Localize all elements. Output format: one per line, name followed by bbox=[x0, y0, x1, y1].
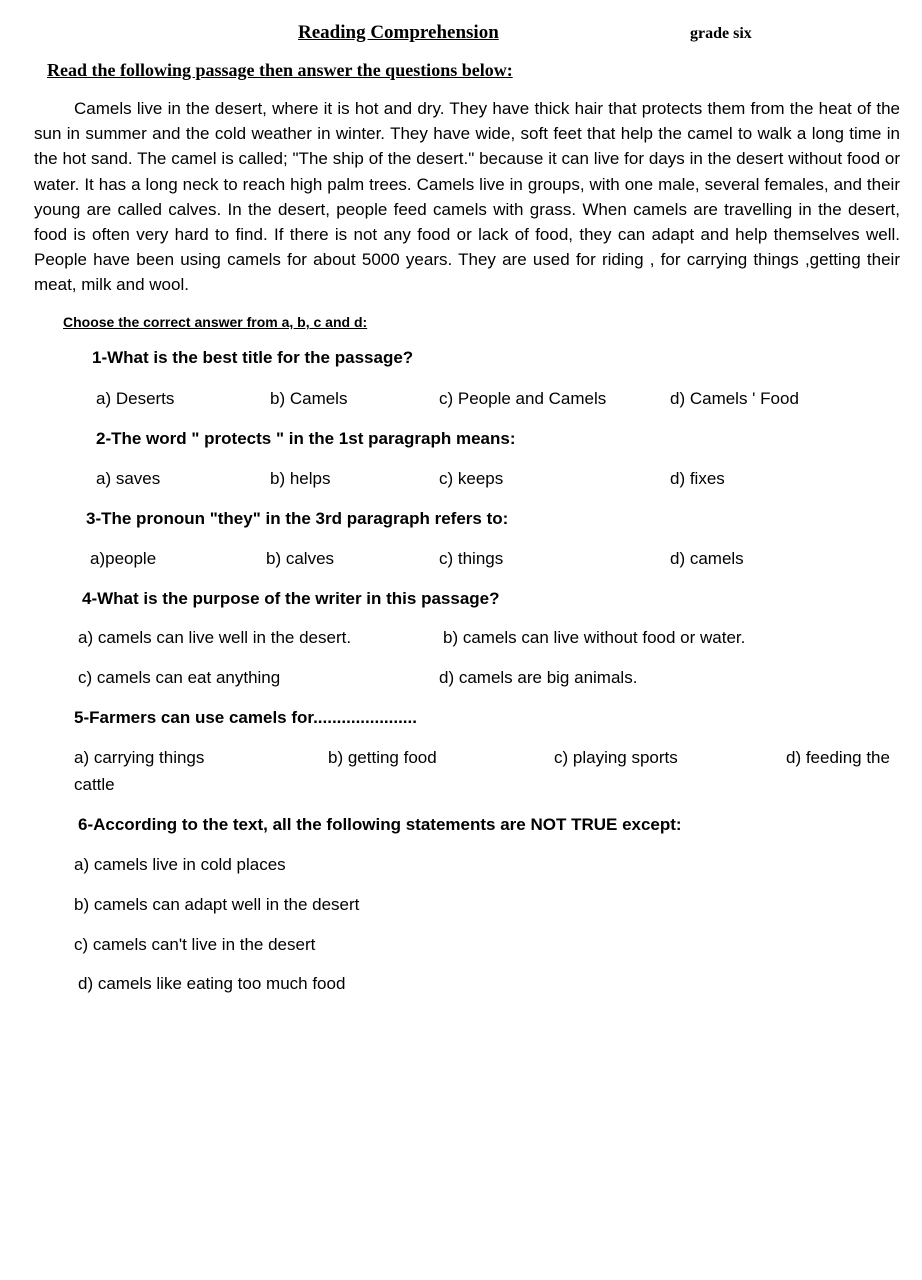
choose-instruction: Choose the correct answer from a, b, c and d: bbox=[63, 314, 368, 330]
question-4-option-d: d) camels are big animals. bbox=[439, 668, 638, 687]
question-2-option-b: b) helps bbox=[270, 469, 331, 488]
question-1: 1-What is the best title for the passage? bbox=[92, 348, 414, 367]
question-3-option-b: b) calves bbox=[266, 549, 335, 568]
question-1-option-a: a) Deserts bbox=[96, 389, 175, 408]
question-1-option-d: d) Camels ' Food bbox=[670, 389, 799, 408]
grade-label: grade six bbox=[690, 25, 752, 42]
passage-instruction: Read the following passage then answer the questions below: bbox=[47, 60, 513, 80]
question-4: 4-What is the purpose of the writer in this passage? bbox=[82, 589, 500, 608]
question-2-option-d: d) fixes bbox=[670, 469, 725, 488]
question-6-option-a: a) camels live in cold places bbox=[74, 855, 286, 874]
question-2-option-a: a) saves bbox=[96, 469, 161, 488]
question-2-option-c: c) keeps bbox=[439, 469, 504, 488]
page-title: Reading Comprehension bbox=[298, 22, 499, 43]
question-4-option-b: b) camels can live without food or water. bbox=[443, 628, 746, 647]
question-3: 3-The pronoun "they" in the 3rd paragraph refers to: bbox=[86, 509, 509, 528]
question-4-option-a: a) camels can live well in the desert. bbox=[78, 628, 352, 647]
question-4-option-c: c) camels can eat anything bbox=[78, 668, 281, 687]
question-5-option-b: b) getting food bbox=[328, 748, 437, 767]
question-6-option-b: b) camels can adapt well in the desert bbox=[74, 895, 360, 914]
question-5-option-c: c) playing sports bbox=[554, 748, 678, 767]
question-1-option-c: c) People and Camels bbox=[439, 389, 607, 408]
question-5-option-d-continued: cattle bbox=[74, 775, 115, 794]
question-3-option-a: a)people bbox=[90, 549, 157, 568]
question-2: 2-The word " protects " in the 1st paragraph means: bbox=[96, 429, 516, 448]
question-3-option-c: c) things bbox=[439, 549, 504, 568]
question-6-option-c: c) camels can't live in the desert bbox=[74, 935, 316, 954]
question-5: 5-Farmers can use camels for...................... bbox=[74, 708, 417, 727]
question-3-option-d: d) camels bbox=[670, 549, 744, 568]
question-5-option-d: d) feeding the bbox=[786, 748, 890, 767]
reading-passage: Camels live in the desert, where it is hot and dry. They have thick hair that protects them from the heat of the sun in summer and the cold weather in winter. They have wide, soft feet that help the camel to walk a long time in the hot sand. The camel is called; "The ship of the desert." because it can live for days in the desert without food or water. It has a long neck to reach high palm trees. Camels live in groups, with one male, several females, and their young are called calves. In the desert, people feed camels with grass. When camels are travelling in the desert, food is often very hard to find. If there is not any food or lack of food, they can adapt and help themselves well. People have been using camels for about 5000 years. They are used for riding , for carrying things ,getting their meat, milk and wool. bbox=[34, 99, 900, 295]
question-6-option-d: d) camels like eating too much food bbox=[78, 974, 346, 993]
question-6: 6-According to the text, all the following statements are NOT TRUE except: bbox=[78, 815, 682, 834]
question-1-option-b: b) Camels bbox=[270, 389, 348, 408]
question-5-option-a: a) carrying things bbox=[74, 748, 205, 767]
